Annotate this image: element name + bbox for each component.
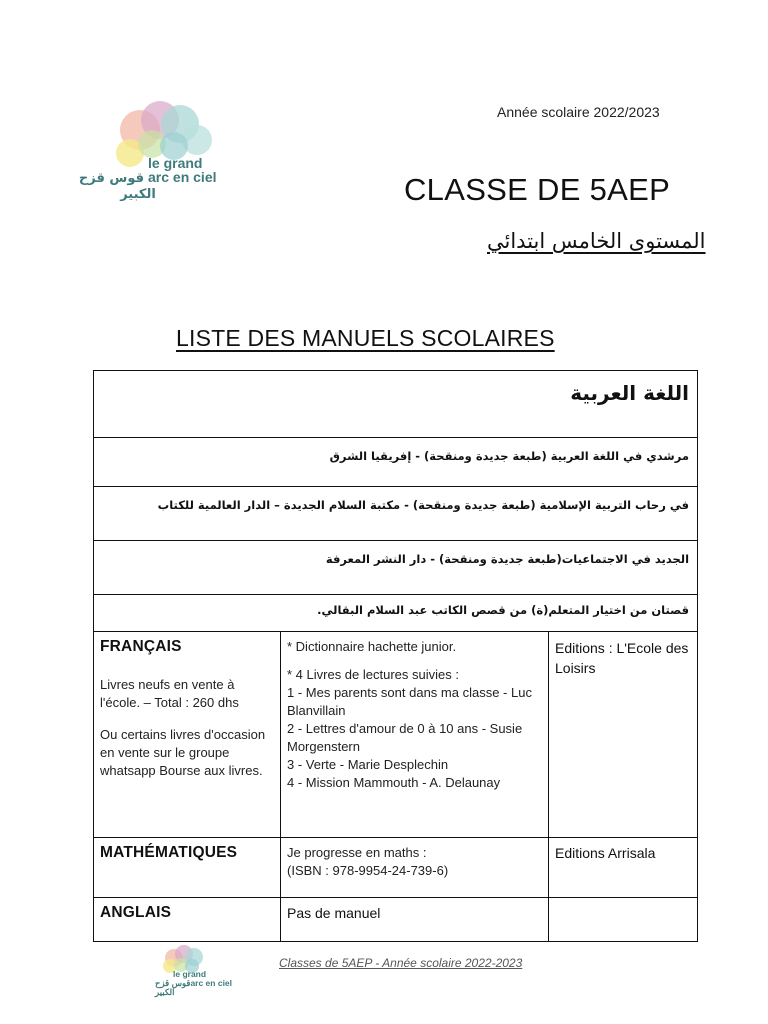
anglais-editions (549, 898, 698, 942)
arabic-heading: اللغة العربية (94, 371, 698, 438)
francais-lectures-title: * 4 Livres de lectures suivies : (287, 667, 459, 682)
anglais-subject-cell (94, 898, 281, 942)
arabic-book-2: في رحاب التربية الإسلامية (طبعة جديدة ومنقحة) - مكتبة السلام الجديدة – الدار العالمية للكتاب (94, 487, 698, 541)
maths-subject: MATHÉMATIQUES (100, 844, 238, 861)
arabic-book-4: قصتان من اختيار المتعلم(ة) من قصص الكاتب عبد السلام البقالي. (94, 595, 698, 632)
arabic-book-row (94, 438, 698, 487)
maths-isbn: (ISBN : 978-9954-24-739-6) (287, 863, 449, 878)
arabic-book-3: الجديد في الاجتماعيات(طبعة جديدة ومنقحة) - دار النشر المعرفة (94, 541, 698, 595)
arabic-book-row (94, 487, 698, 541)
francais-row (94, 632, 698, 838)
francais-dictionary: * Dictionnaire hachette junior. (287, 639, 457, 654)
maths-row (94, 838, 698, 898)
school-logo (78, 98, 230, 218)
francais-lecture-item: 3 - Verte - Marie Desplechin (287, 757, 449, 772)
logo-text-ar1: قوس قزح (78, 171, 144, 186)
footer-logo-text (155, 970, 232, 997)
school-year: Année scolaire 2022/2023 (497, 104, 660, 120)
level-arabic: المستوى الخامس ابتدائي (487, 229, 706, 253)
francais-subject-cell (94, 632, 281, 838)
footer-logo-ar: قوس قزح (155, 978, 191, 988)
francais-subject: FRANÇAIS (100, 638, 182, 655)
class-title: CLASSE DE 5AEP (404, 172, 671, 207)
francais-books-cell (281, 632, 549, 838)
anglais-row (94, 898, 698, 942)
francais-note-new: Livres neufs en vente à l'école. – Total : 260 dhs (100, 677, 239, 710)
maths-book-cell (281, 838, 549, 898)
footer-logo-line1: le grand (173, 969, 207, 979)
footer-logo-arc: arc en ciel (190, 978, 233, 988)
logo-text-arcenciel: arc en ciel (148, 169, 217, 185)
arabic-book-row (94, 595, 698, 632)
arabic-book-1: مرشدي في اللغة العربية (طبعة جديدة ومنقحة) - إفريقيا الشرق (94, 438, 698, 487)
logo-text-legrand: le grand (148, 155, 203, 171)
maths-subject-cell (94, 838, 281, 898)
francais-editions: Editions : L'Ecole des Loisirs (549, 632, 698, 838)
francais-lecture-item: 4 - Mission Mammouth - A. Delaunay (287, 775, 501, 790)
arabic-book-row (94, 541, 698, 595)
logo-text-ar2: الكبير (120, 187, 156, 202)
francais-note-used: Ou certains livres d'occasion en vente sur le groupe whatsapp Bourse aux livres. (100, 727, 266, 778)
textbooks-table (93, 370, 698, 942)
footer-logo-line3: الكبير (155, 987, 175, 997)
francais-lecture-item: 1 - Mes parents sont dans ma classe - Luc Blanvillain (287, 685, 532, 718)
maths-editions: Editions Arrisala (549, 838, 698, 898)
page-title: LISTE DES MANUELS SCOLAIRES (176, 325, 555, 351)
anglais-subject: ANGLAIS (100, 904, 172, 921)
anglais-book: Pas de manuel (281, 898, 549, 942)
maths-book: Je progresse en maths : (287, 845, 427, 860)
francais-lecture-item: 2 - Lettres d'amour de 0 à 10 ans - Susie Morgenstern (287, 721, 523, 754)
footer-text: Classes de 5AEP - Année scolaire 2022-2023 (279, 956, 523, 970)
arabic-heading-row (94, 371, 698, 438)
